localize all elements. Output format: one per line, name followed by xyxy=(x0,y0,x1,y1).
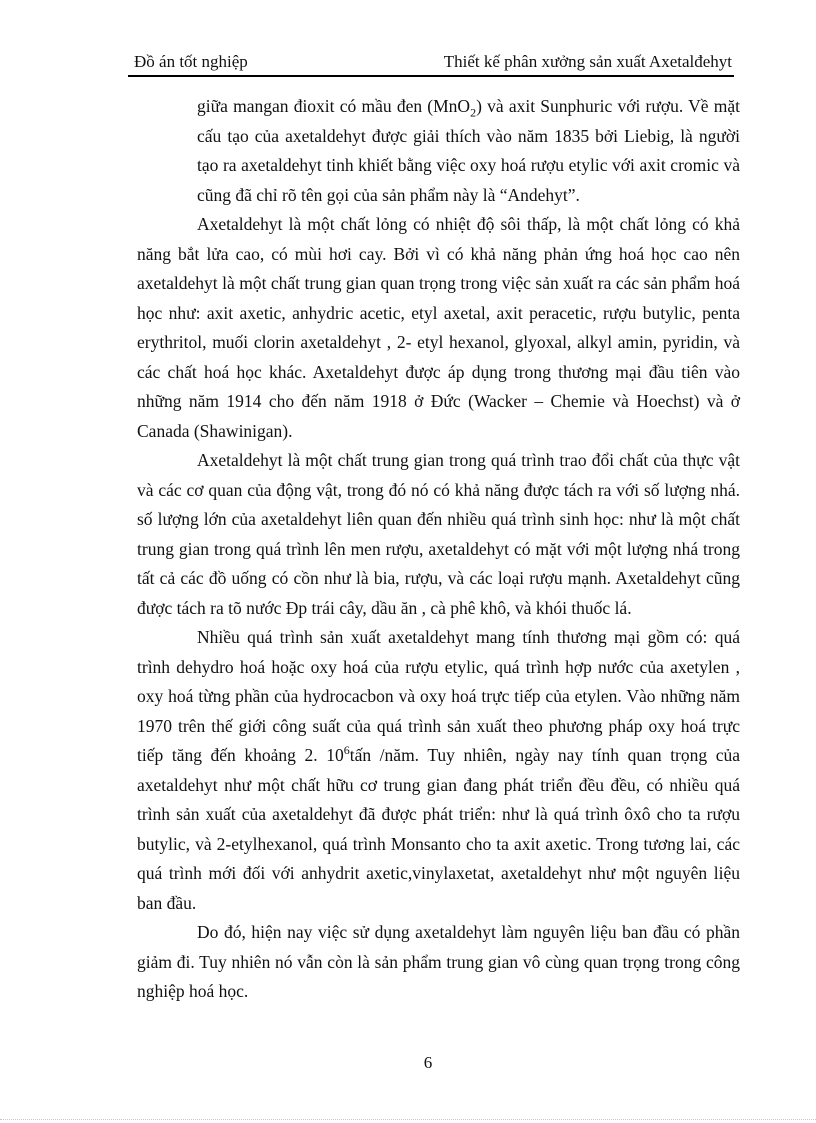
paragraph-2: Axetaldehyt là một chất lỏng có nhiệt độ sôi thấp, là một chất lỏng có khả năng bắt lửa cao, có mùi hơi cay. Bởi vì có khả năng phản ứng hoá học cao nên axetaldehyt là một chất trung gian quan trọng trong việc sản xuất ra các sản phẩm hoá học như: axit axetic, anhydric acetic, etyl axetal, axit peracetic, rượu butylic, penta erythritol, muối clorin axetaldehyt , 2- etyl hexanol, glyoxal, alkyl amin, pyridin, và các chất hoá học khác. Axetaldehyt được áp dụng trong thương mại đầu tiên vào những năm 1914 cho đến năm 1918 ở Đức (Wacker – Chemie và Hoechst) và ở Canada (Shawinigan). xyxy=(137,214,740,441)
paragraph-5: Do đó, hiện nay việc sử dụng axetaldehyt làm nguyên liệu ban đầu có phần giảm đi. Tuy nhiên nó vẫn còn là sản phẩm trung gian vô cùng quan trọng trong công nghiệp hoá học. xyxy=(137,922,740,1001)
header-document-title: Thiết kế phân xưởng sản xuất Axetalđehyt xyxy=(443,52,732,71)
header-divider xyxy=(128,75,734,77)
header-thesis-label: Đồ án tốt nghiệp xyxy=(134,52,248,71)
page-header xyxy=(134,50,734,76)
mno2-subscript: 2 xyxy=(470,105,477,120)
footer-dotted-rule xyxy=(0,1119,816,1120)
paragraph-4 xyxy=(137,623,740,918)
page-number: 6 xyxy=(423,1053,433,1072)
paragraph-3: Axetaldehyt là một chất trung gian trong quá trình trao đổi chất của thực vật và các cơ quan của động vật, trong đó nó có khả năng được tách ra với số lượng nhá. số lượng lớn của axetaldehyt liên quan đến nhiều quá trình sinh học: như là một chất trung gian trong quá trình lên men rượu, axetaldehyt có mặt với một lượng nhá trong tất cả các đồ uống có cồn như là bia, rượu, và các loại rượu mạnh. Axetaldehyt cũng được tách ra tõ nước Ðp trái cây, dầu ăn , cà phê khô, và khói thuốc lá. xyxy=(137,450,740,618)
paragraph-1-text-a: giữa mangan đioxit có mầu đen (MnO xyxy=(197,96,471,116)
exponent-superscript: 6 xyxy=(343,743,350,758)
paragraph-4-text-b: tấn /năm. Tuy nhiên, ngày nay tính quan trọng của axetaldehyt như một chất hữu cơ trung gian đang phát triển đều đều, có nhiều quá trình sản xuất của axetaldehyt đã được phát triển: như là quá trình ôxô cho ta rượu butylic, và 2-etylhexanol, quá trình Monsanto cho ta axit axetic. Trong tương lai, các quá trình mới đối với anhydrit axetic,vinylaxetat, axetaldehyt như một nguyên liệu ban đầu. xyxy=(137,745,741,913)
paragraph-1 xyxy=(137,92,740,210)
body-text xyxy=(137,92,740,1007)
paragraph-4-text-a: Nhiều quá trình sản xuất axetaldehyt mang tính thương mại gồm có: quá trình dehydro hoá hoặc oxy hoá của rượu etylic, quá trình hợp nước của axetylen , oxy hoá từng phần của hydrocacbon và oxy hoá trực tiếp của etylen. Vào những năm 1970 trên thế giới công suất của quá trình sản xuất theo phương pháp oxy hoá trực tiếp tăng đến khoảng 2. 10 xyxy=(137,627,740,765)
paragraph-1-text-b: ) và axit Sunphuric với rượu. Về mặt cấu tạo của axetaldehyt được giải thích vào năm 1835 bởi Liebig, là người tạo ra axetaldehyt tinh khiết bằng việc oxy hoá rượu etylic với axit cromic và cũng đã chỉ rõ tên gọi của sản phẩm này là “Andehyt”. xyxy=(197,96,740,205)
